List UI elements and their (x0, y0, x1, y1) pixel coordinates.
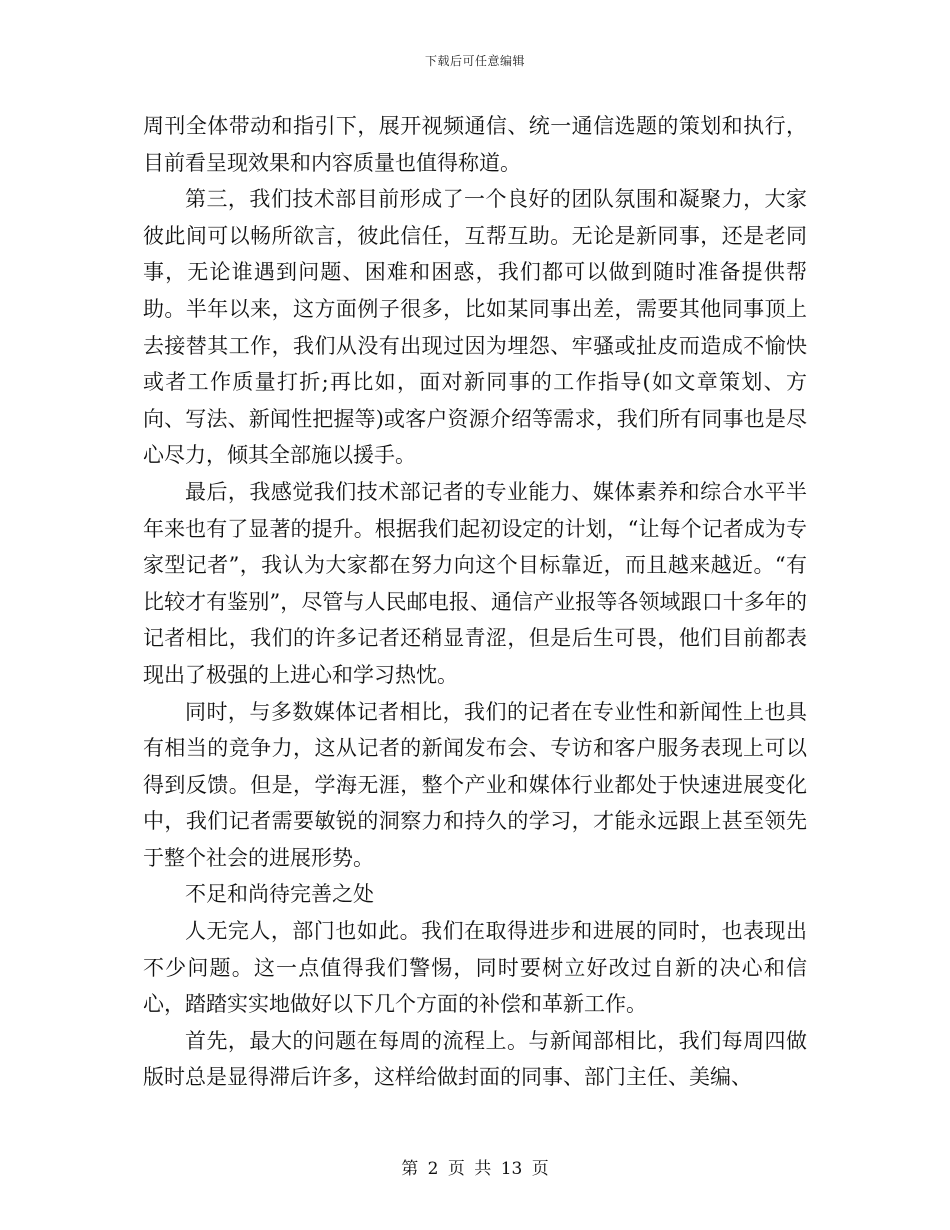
page-header: 下载后可任意编辑 (424, 54, 525, 68)
paragraph: 首先，最大的问题在每周的流程上。与新闻部相比，我们每周四做版时总是显得滞后许多，这样给做封面的同事、部门主任、美编、 (143, 1028, 807, 1090)
paragraph: 人无完人，部门也如此。我们在取得进步和进展的同时，也表现出不少问题。这一点值得我们警惕，同时要树立好改过自新的决心和信心，踏踏实实地做好以下几个方面的补偿和革新工作。 (143, 919, 807, 1017)
section-heading: 不足和尚待完善之处 (185, 882, 374, 907)
paragraph: 最后，我感觉我们技术部记者的专业能力、媒体素养和综合水平半年来也有了显著的提升。根据我们起初设定的计划，“让每个记者成为专家型记者”，我认为大家都在努力向这个目标靠近，而且越来越近。“有比较才有鉴别”，尽管与人民邮电报、通信产业报等各领域跟口十多年的记者相比，我们的许多记者还稍显青涩，但是后生可畏，他们目前都表现出了极强的上进心和学习热忱。 (143, 479, 807, 687)
paragraph: 第三，我们技术部目前形成了一个良好的团队氛围和凝聚力，大家彼此间可以畅所欲言，彼此信任，互帮互助。无论是新同事，还是老同事，无论谁遇到问题、困难和困惑，我们都可以做到随时准备提供帮助。半年以来，这方面例子很多，比如某同事出差，需要其他同事顶上去接替其工作，我们从没有出现过因为埋怨、牢骚或扯皮而造成不愉快或者工作质量打折;再比如，面对新同事的工作指导(如文章策划、方向、写法、新闻性把握等)或客户资源介绍等需求，我们所有同事也是尽心尽力，倾其全部施以援手。 (143, 187, 807, 468)
page-number: 第 2 页 共 13 页 (401, 1159, 549, 1179)
paragraph-continuation: 周刊全体带动和指引下，展开视频通信、统一通信选题的策划和执行，目前看呈现效果和内容质量也值得称道。 (143, 114, 807, 175)
document-body (143, 108, 807, 1096)
paragraph: 同时，与多数媒体记者相比，我们的记者在专业性和新闻性上也具有相当的竞争力，这从记者的新闻发布会、专访和客户服务表现上可以得到反馈。但是，学海无涯，整个产业和媒体行业都处于快速进展变化中，我们记者需要敏锐的洞察力和持久的学习，才能永远跟上甚至领先于整个社会的进展形势。 (143, 699, 807, 870)
